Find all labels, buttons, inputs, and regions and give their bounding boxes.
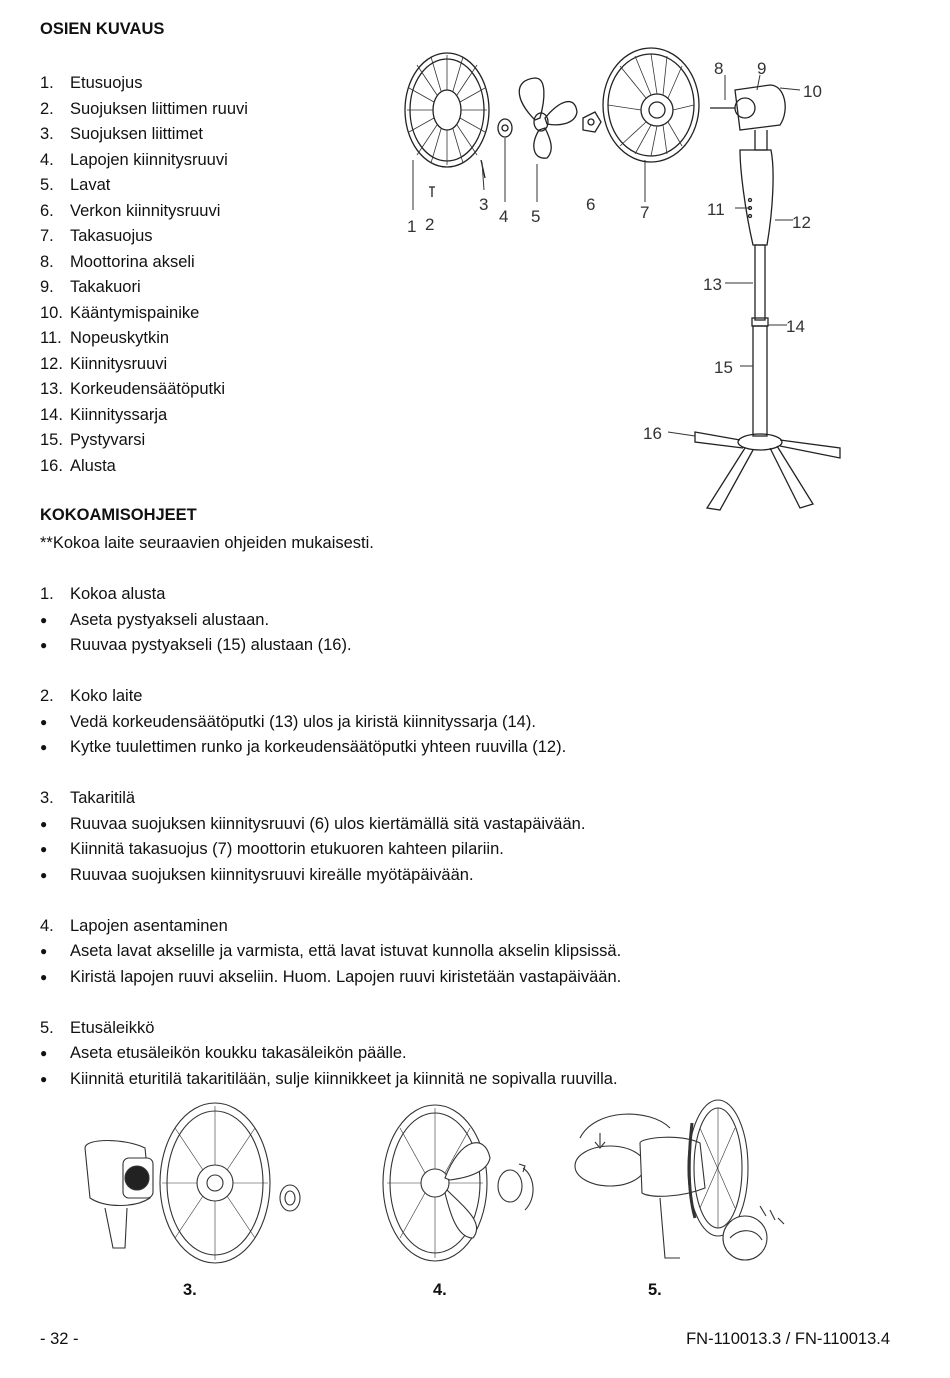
step-4-label: 4. — [433, 1281, 447, 1299]
label-4: 4 — [499, 207, 509, 226]
step-bullet: ● Aseta lavat akselille ja varmista, että lavat istuvat kunnolla akselin klipsissä. — [40, 942, 622, 960]
parts-list-item: 10. Kääntymispainike — [40, 303, 200, 322]
parts-list-item: 4. Lapojen kiinnitysruuvi — [40, 150, 228, 169]
parts-list-item: 16. Alusta — [40, 456, 116, 475]
step-bullet: ● Kiinnitä takasuojus (7) moottorin etukuoren kahteen pilariin. — [40, 840, 504, 858]
step-title: 1. Kokoa alusta — [40, 585, 166, 603]
label-6: 6 — [586, 195, 596, 214]
label-1: 1 — [407, 217, 417, 236]
step-5-label: 5. — [648, 1281, 662, 1299]
step-bullet: ● Ruuvaa suojuksen kiinnitysruuvi kireälle myötäpäivään. — [40, 865, 474, 884]
parts-list-item: 11. Nopeuskytkin — [40, 329, 170, 347]
label-15: 15 — [714, 358, 733, 377]
step-bullet: ● Ruuvaa suojuksen kiinnitysruuvi (6) ulos kiertämällä sitä vastapäivään. — [40, 814, 586, 833]
step-bullet: ● Aseta etusäleikön koukku takasäleikön päälle. — [40, 1044, 407, 1062]
parts-list-item: 6. Verkon kiinnitysruuvi — [40, 201, 221, 220]
step-5-illustration — [570, 1098, 810, 1283]
step-bullet: ● Kytke tuulettimen runko ja korkeudensäätöputki yhteen ruuvilla (12). — [40, 738, 567, 756]
label-7: 7 — [640, 203, 650, 222]
page-number: - 32 - — [40, 1330, 79, 1348]
step-bullet: ● Vedä korkeudensäätöputki (13) ulos ja kiristä kiinnityssarja (14). — [40, 712, 536, 731]
label-9: 9 — [757, 59, 767, 78]
parts-list-item: 15. Pystyvarsi — [40, 431, 146, 449]
label-11: 11 — [707, 200, 725, 219]
motor-head-illustration — [710, 85, 785, 150]
assembly-heading: KOKOAMISOHJEET — [40, 506, 197, 524]
base-illustration — [695, 432, 840, 510]
step-bullet: ● Aseta pystyakseli alustaan. — [40, 610, 270, 629]
front-guard-illustration — [405, 53, 489, 167]
label-8: 8 — [714, 59, 724, 78]
label-16: 16 — [643, 424, 662, 443]
assembly-instructions — [40, 531, 621, 1092]
label-14: 14 — [786, 317, 805, 336]
parts-list-item: 14. Kiinnityssarja — [40, 405, 168, 424]
rear-guard-illustration — [603, 48, 699, 162]
parts-list-item: 8. Moottorina akseli — [40, 252, 195, 271]
parts-list-item: 13. Korkeudensäätöputki — [40, 380, 226, 398]
label-3: 3 — [479, 195, 489, 214]
assembly-intro: **Kokoa laite seuraavien ohjeiden mukaisesti. — [40, 534, 374, 552]
step-bullet: ● Kiristä lapojen ruuvi akseliin. Huom. Lapojen ruuvi kiristetään vastapäivään. — [40, 967, 622, 986]
step-title: 2. Koko laite — [40, 687, 143, 705]
label-13: 13 — [703, 275, 722, 294]
parts-list-item: 3. Suojuksen liittimet — [40, 125, 203, 143]
label-12: 12 — [792, 213, 811, 232]
step-3-illustration — [75, 1098, 310, 1283]
parts-heading: OSIEN KUVAUS — [40, 20, 165, 38]
parts-list — [40, 71, 248, 479]
step-title: 3. Takaritilä — [40, 789, 136, 807]
step-title: 5. Etusäleikkö — [40, 1018, 155, 1037]
parts-list-item: 5. Lavat — [40, 176, 111, 194]
label-2: 2 — [425, 215, 435, 234]
step-3-label: 3. — [183, 1281, 197, 1299]
step-bullet: ● Kiinnitä eturitilä takaritilään, sulje kiinnikkeet ja kiinnitä ne sopivalla ruuvilla. — [40, 1069, 618, 1088]
step-bullet: ● Ruuvaa pystyakseli (15) alustaan (16). — [40, 636, 352, 654]
label-5: 5 — [531, 207, 541, 226]
label-10: 10 — [803, 82, 822, 101]
step-title: 4. Lapojen asentaminen — [40, 916, 228, 935]
model-number: FN-110013.3 / FN-110013.4 — [686, 1330, 890, 1348]
step-4-illustration — [375, 1098, 550, 1283]
parts-list-item: 7. Takasuojus — [40, 227, 153, 245]
parts-list-item: 12. Kiinnitysruuvi — [40, 354, 168, 373]
blades-illustration — [519, 78, 577, 158]
parts-list-item: 2. Suojuksen liittimen ruuvi — [40, 99, 248, 118]
parts-list-item: 1. Etusuojus — [40, 74, 143, 92]
fan-parts-diagram — [395, 40, 855, 515]
parts-list-item: 9. Takakuori — [40, 278, 141, 296]
